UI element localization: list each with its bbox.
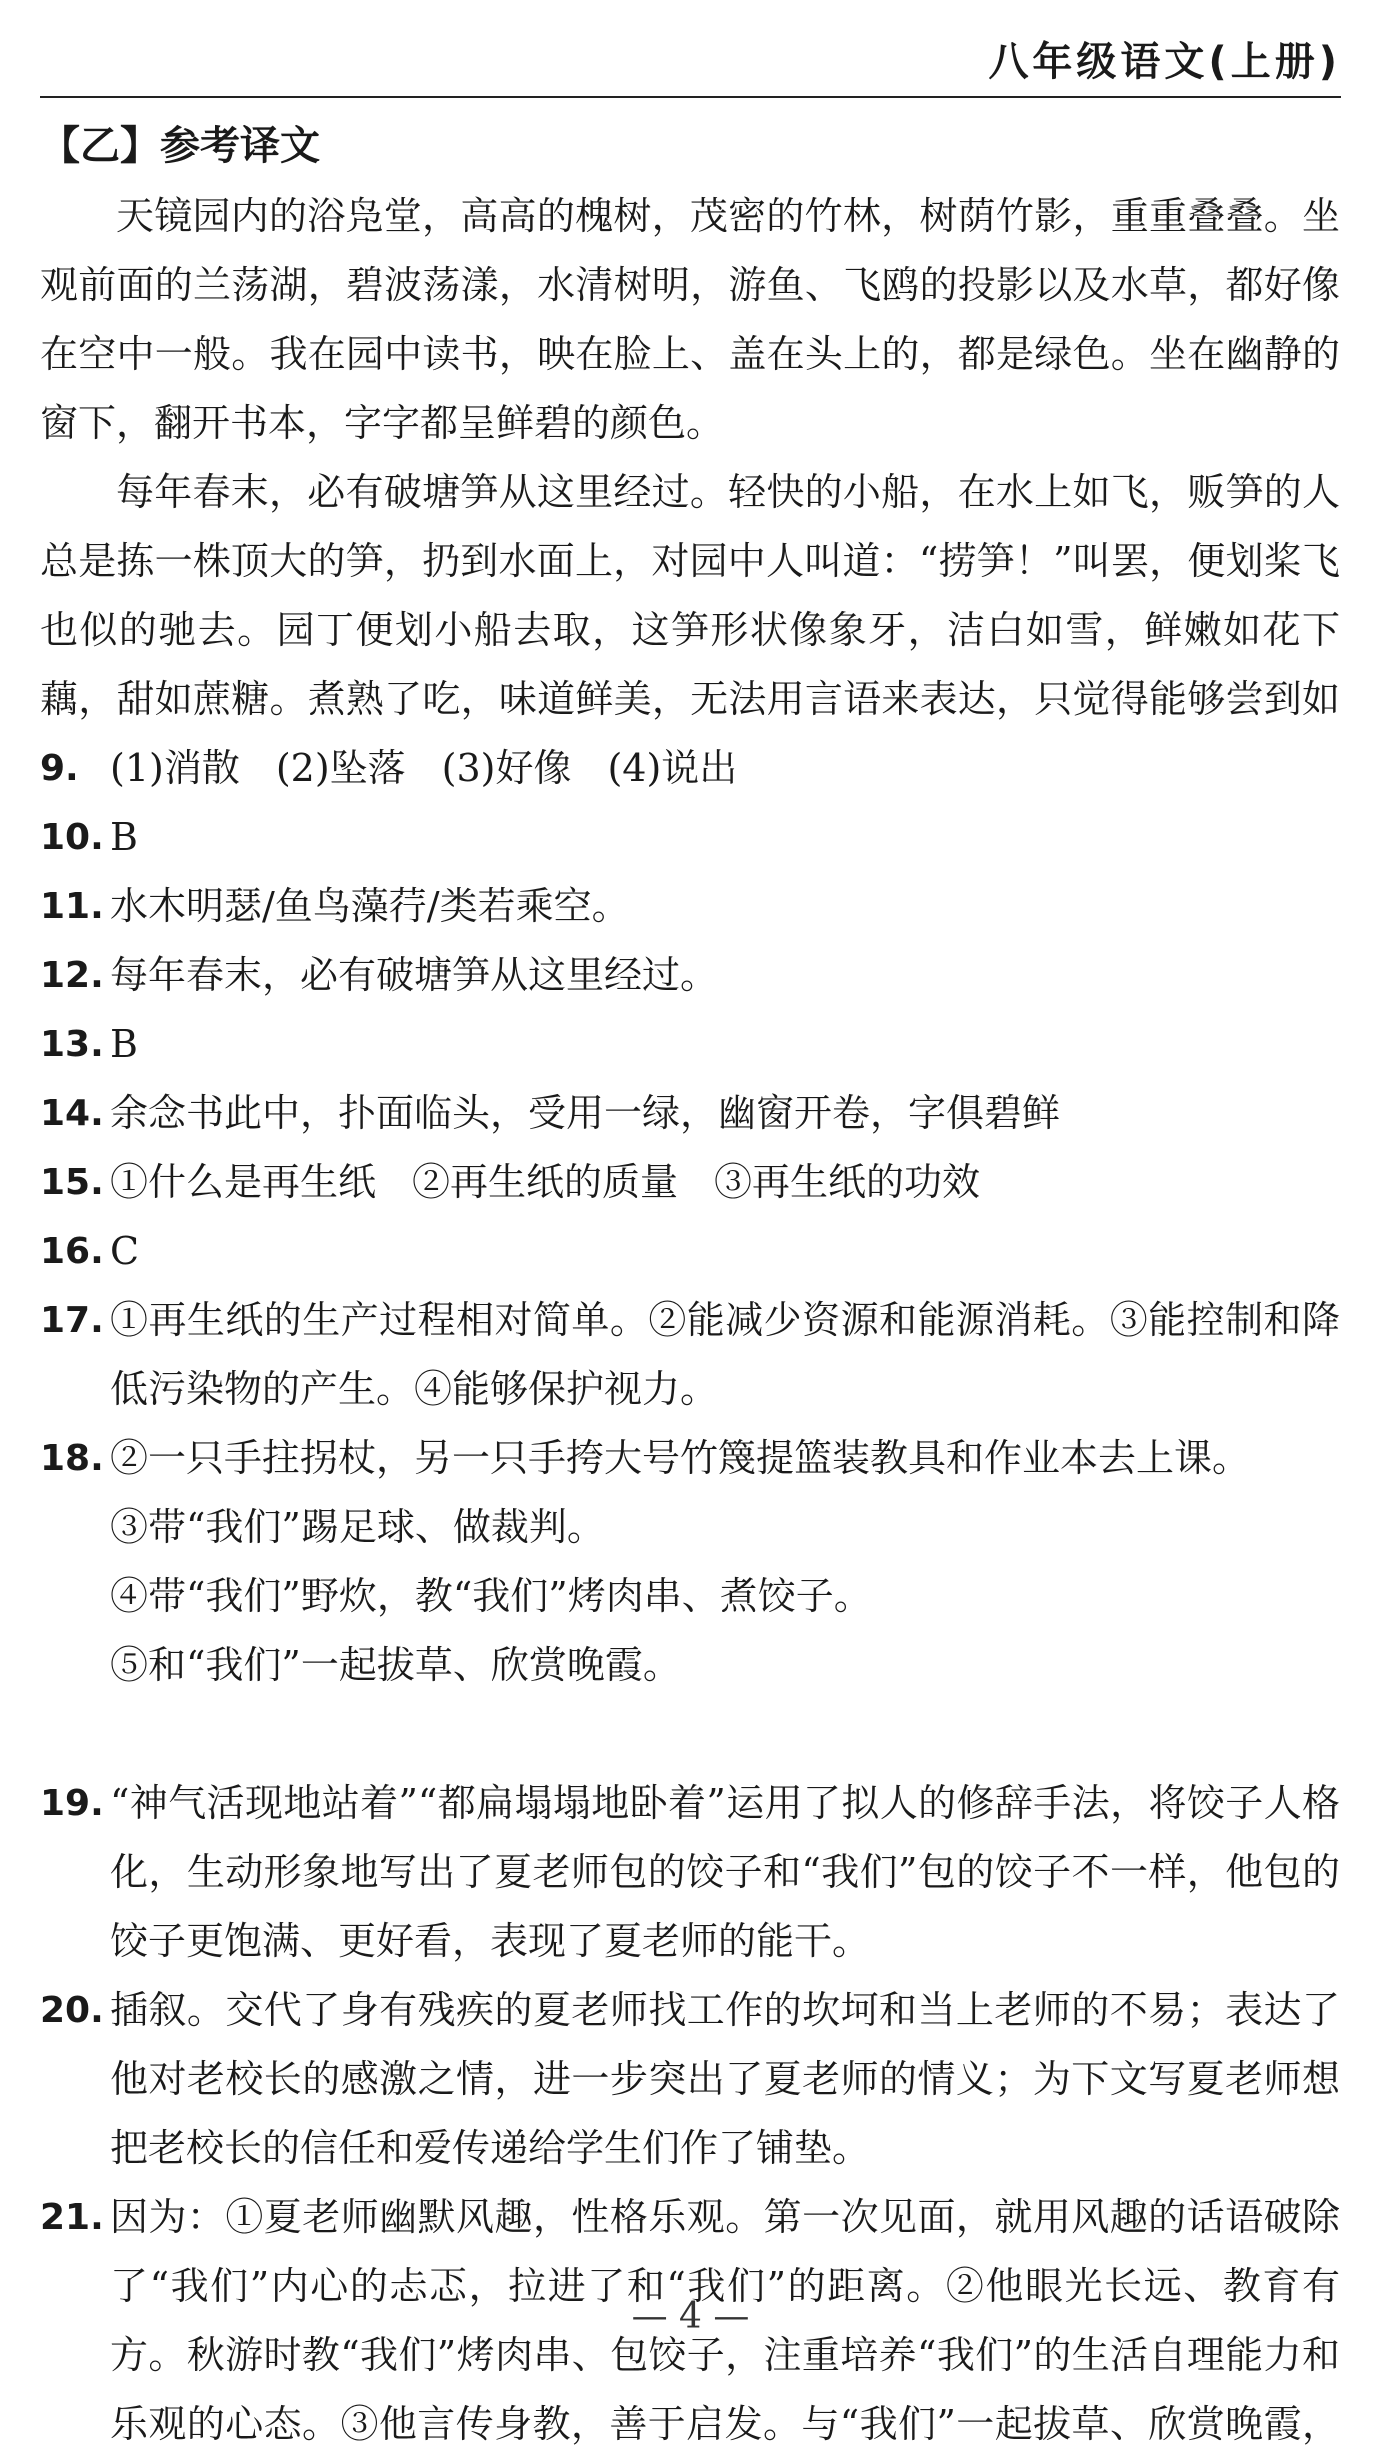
answer-text: B (110, 815, 138, 859)
answer-text: 每年春末，必有破塘笋从这里经过。 (110, 953, 719, 997)
answer-number: 16. (40, 1231, 104, 1272)
answer-text: B (110, 1022, 138, 1066)
answer-14 (40, 1079, 1340, 1148)
answer-line: ⑤和“我们”一起拔草、欣赏晚霞。 (110, 1643, 681, 1687)
answer-11 (40, 872, 1340, 941)
answer-18 (40, 1424, 1340, 1769)
answer-number: 21. (40, 2197, 104, 2238)
answer-part: (1)消散 (110, 746, 240, 790)
answer-10 (40, 803, 1340, 872)
answer-part: ①什么是再生纸 (110, 1160, 377, 1204)
answer-12 (40, 941, 1340, 1010)
answer-text: 余念书此中，扑面临头，受用一绿，幽窗开卷，字俱碧鲜 (110, 1091, 1061, 1135)
answer-number: 10. (40, 817, 104, 858)
answer-9 (40, 734, 1340, 803)
answer-text: “神气活现地站着”“都扁塌塌地卧着”运用了拟人的修辞手法，将饺子人格化，生动形象地写出了夏老师包的饺子和“我们”包的饺子不一样，他包的饺子更饱满、更好看，表现了夏老师的能干。 (110, 1781, 1340, 1963)
answer-number: 14. (40, 1093, 104, 1134)
answer-number: 18. (40, 1438, 104, 1479)
answer-number: 11. (40, 886, 104, 927)
answer-text: 插叙。交代了身有残疾的夏老师找工作的坎坷和当上老师的不易；表达了他对老校长的感激之情，进一步突出了夏老师的情义；为下文写夏老师想把老校长的信任和爱传递给学生们作了铺垫。 (110, 1988, 1340, 2170)
page-content (40, 110, 1340, 2459)
translation-paragraph-1: 天镜园内的浴凫堂，高高的槐树，茂密的竹林，树荫竹影，重重叠叠。坐观前面的兰荡湖，碧波荡漾，水清树明，游鱼、飞鸥的投影以及水草，都好像在空中一般。我在园中读书，映在脸上、盖在头上的，都是绿色。坐在幽静的窗下，翻开书本，字字都呈鲜碧的颜色。 (40, 194, 1340, 445)
answer-text: C (110, 1229, 140, 1273)
answer-line: ②一只手拄拐杖，另一只手挎大号竹篾提篮装教具和作业本去上课。 (110, 1436, 1251, 1480)
answer-text: ①再生纸的生产过程相对简单。②能减少资源和能源消耗。③能控制和降低污染物的产生。④能够保护视力。 (110, 1298, 1340, 1411)
section-title: 【乙】参考译文 (40, 123, 320, 169)
answer-part: (2)坠落 (275, 746, 406, 790)
answer-15 (40, 1148, 1340, 1217)
answer-13 (40, 1010, 1340, 1079)
answer-17 (40, 1286, 1340, 1424)
answer-part: ②再生纸的质量 (412, 1160, 679, 1204)
translation-paragraph-2: 每年春末，必有破塘笋从这里经过。轻快的小船，在水上如飞，贩笋的人总是拣一株顶大的笋，扔到水面上，对园中人叫道：“捞笋！”叫罢，便划桨飞也似的驰去。园丁便划小船去取，这笋形状像象牙，洁白如雪，鲜嫩如花下藕，甜如蔗糖。煮熟了吃，味道鲜美，无法用言语来表达，只觉得能够尝到如 (40, 470, 1340, 721)
answer-number: 12. (40, 955, 104, 996)
answer-number: 20. (40, 1990, 104, 2031)
answer-text: 因为：①夏老师幽默风趣，性格乐观。第一次见面，就用风趣的话语破除了“我们”内心的忐忑，拉进了和“我们”的距离。②他眼光长远、教育有方。秋游时教“我们”烤肉串、包饺子，注重培养“我们”的生活自理能力和乐观的心态。③他言传身教，善于启发。与“我们”一起拔草、欣赏晚霞， (110, 2195, 1340, 2446)
answer-part: (3)好像 (441, 746, 572, 790)
answer-number: 19. (40, 1783, 104, 1824)
answer-text: 水木明瑟/鱼鸟藻荇/类若乘空。 (110, 884, 630, 928)
answer-part: (4)说出 (607, 746, 738, 790)
answer-number: 13. (40, 1024, 104, 1065)
answer-number: 17. (40, 1300, 104, 1341)
answer-line: ③带“我们”踢足球、做裁判。 (110, 1505, 605, 1549)
answer-19 (40, 1769, 1340, 1976)
answer-number: 15. (40, 1162, 104, 1203)
answer-16 (40, 1217, 1340, 1286)
answer-number: 9. (40, 748, 79, 789)
header-title: 八年级语文(上册) (988, 39, 1341, 85)
answer-line: ④带“我们”野炊，教“我们”烤肉串、煮饺子。 (110, 1574, 872, 1618)
page-header (40, 0, 1341, 98)
answer-part: ③再生纸的功效 (714, 1160, 981, 1204)
page-number: — 4 — (631, 2296, 750, 2337)
answer-20 (40, 1976, 1340, 2183)
